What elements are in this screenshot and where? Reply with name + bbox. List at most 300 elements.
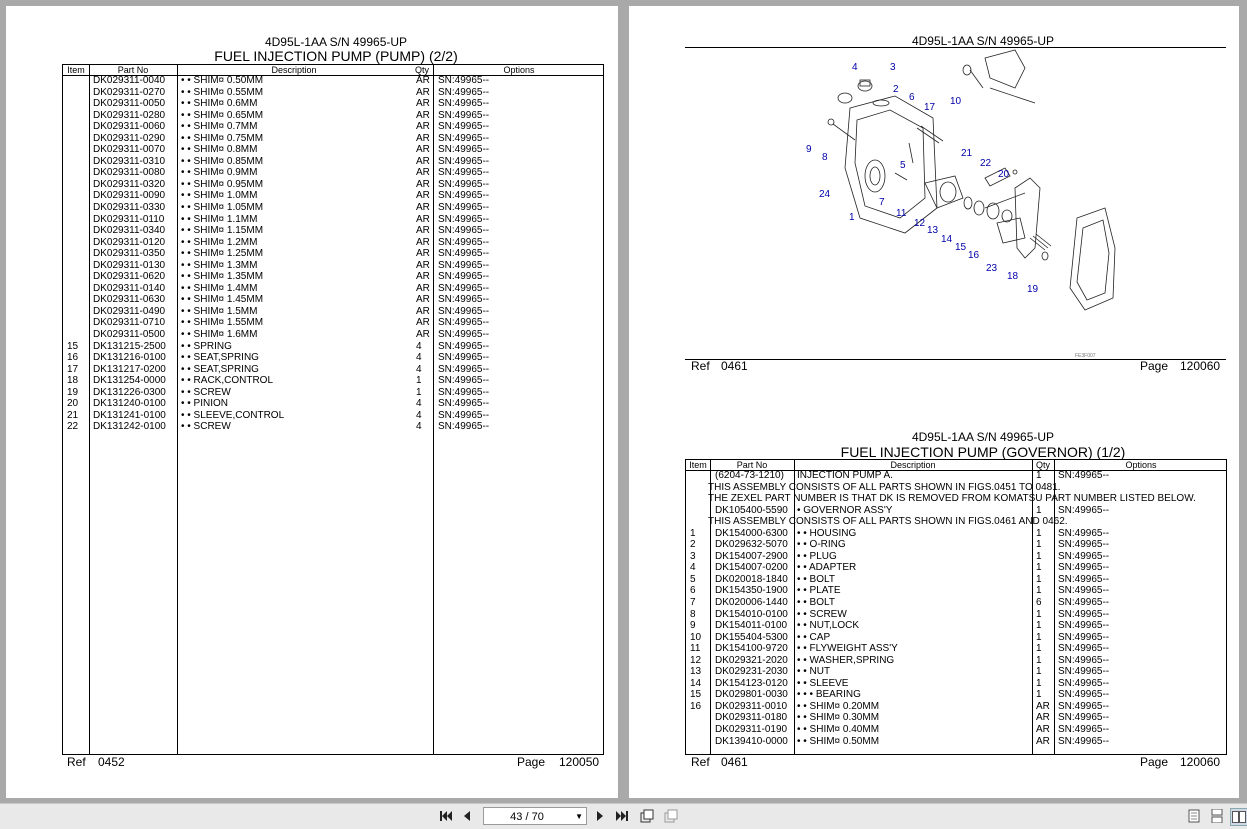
last-page-icon[interactable]: [614, 808, 630, 824]
description-cell: • • NUT,LOCK: [797, 620, 860, 632]
description-cell: • • SHIM¤ 1.05MM: [181, 202, 264, 214]
part-no-cell: DK131216-0100: [93, 352, 166, 364]
page-value: 120060: [1180, 755, 1221, 769]
options-cell: SN:49965--: [438, 317, 490, 329]
part-no-cell: DK131215-2500: [93, 340, 166, 352]
item-cell: 16: [690, 700, 702, 712]
item-cell: 14: [690, 677, 702, 689]
part-no-cell: DK029311-0070: [93, 144, 166, 156]
options-cell: SN:49965--: [438, 167, 490, 179]
options-cell: SN:49965--: [1058, 550, 1110, 562]
callout-14: 14: [941, 234, 953, 245]
table-row: [63, 144, 603, 156]
description-cell: • • PLATE: [797, 585, 841, 597]
part-no-cell: DK154123-0120: [715, 677, 788, 689]
parts-section-title: FUEL INJECTION PUMP (GOVERNOR) (1/2): [840, 444, 1126, 460]
options-cell: SN:49965--: [438, 98, 490, 110]
right-page: [629, 6, 1239, 798]
description-cell: • • SHIM¤ 0.75MM: [181, 132, 264, 144]
description-cell: • • BOLT: [797, 597, 835, 609]
part-no-cell: DK029311-0290: [93, 132, 166, 144]
callout-10: 10: [950, 96, 962, 107]
options-cell: SN:49965--: [438, 132, 490, 144]
description-cell: • • SHIM¤ 0.50MM: [797, 735, 880, 747]
description-cell: • • SHIM¤ 1.2MM: [181, 236, 258, 248]
table-row: [63, 329, 603, 341]
part-no-cell: DK029311-0050: [93, 98, 166, 110]
ref-label: Ref: [691, 755, 710, 769]
qty-cell: AR: [416, 167, 430, 179]
left-page: [6, 6, 618, 798]
item-cell: 13: [690, 666, 702, 678]
description-cell: • • SLEEVE,CONTROL: [181, 409, 285, 421]
callout-12: 12: [914, 218, 926, 229]
options-cell: SN:49965--: [438, 86, 490, 98]
table-row: [63, 75, 603, 87]
single-page-view-icon[interactable]: [1186, 808, 1202, 824]
description-cell: • • SCREW: [181, 386, 231, 398]
diagram-model-heading: 4D95L-1AA S/N 49965-UP: [911, 34, 1055, 48]
table-row: [686, 539, 1226, 551]
qty-cell: AR: [416, 98, 430, 110]
part-no-cell: (6204-73-1210): [715, 470, 784, 481]
description-cell: • • SHIM¤ 0.50MM: [181, 75, 264, 86]
qty-cell: 4: [416, 409, 422, 421]
chevron-down-icon: ▼: [575, 812, 583, 821]
options-cell: SN:49965--: [438, 144, 490, 156]
qty-cell: AR: [416, 305, 430, 317]
options-cell: SN:49965--: [438, 225, 490, 237]
table-row: [63, 410, 603, 422]
description-cell: • • SHIM¤ 0.30MM: [797, 712, 880, 724]
qty-cell: 1: [416, 375, 422, 387]
part-no-cell: DK020006-1440: [715, 597, 788, 609]
qty-cell: 1: [1036, 677, 1042, 689]
part-no-cell: DK029311-0090: [93, 190, 166, 202]
item-cell: 18: [67, 375, 79, 387]
table-row: [63, 133, 603, 145]
description-cell: • • SHIM¤ 1.0MM: [181, 190, 258, 202]
description-cell: • • BOLT: [797, 573, 835, 585]
options-cell: SN:49965--: [438, 155, 490, 167]
table-row: [63, 225, 603, 237]
table-row: [686, 609, 1226, 621]
part-no-cell: DK155404-5300: [715, 631, 788, 643]
item-cell: 12: [690, 654, 702, 666]
col-description-header: Description: [271, 65, 317, 75]
first-page-icon[interactable]: [438, 808, 454, 824]
callout-15: 15: [955, 242, 967, 253]
part-no-cell: DK029311-0490: [93, 305, 166, 317]
table-row: [686, 736, 1226, 748]
options-cell: SN:49965--: [438, 329, 490, 341]
fit-icon[interactable]: [663, 808, 679, 824]
qty-cell: 4: [416, 421, 422, 433]
page-value: 120060: [1180, 359, 1221, 373]
options-cell: SN:49965--: [1058, 700, 1110, 712]
item-cell: 15: [690, 689, 702, 701]
item-cell: 4: [690, 562, 696, 574]
item-cell: 2: [690, 539, 696, 551]
ref-value: 0461: [721, 359, 748, 373]
qty-cell: AR: [416, 213, 430, 225]
part-no-cell: DK029311-0320: [93, 178, 166, 190]
table-row: [686, 585, 1226, 597]
description-cell: • • SCREW: [181, 421, 231, 433]
qty-cell: 1: [1036, 585, 1042, 597]
qty-cell: 1: [1036, 620, 1042, 632]
description-cell: • • SHIM¤ 1.25MM: [181, 248, 264, 260]
assembly-note: THIS ASSEMBLY CONSISTS OF ALL PARTS SHOWN IN FIGS.0451 TO 0481.: [708, 481, 1061, 493]
table-row: [63, 283, 603, 295]
part-no-cell: DK154350-1900: [715, 585, 788, 597]
qty-cell: AR: [1036, 735, 1050, 747]
table-row: [686, 482, 1226, 494]
item-cell: 9: [690, 620, 696, 632]
part-no-cell: DK154007-2900: [715, 550, 788, 562]
options-cell: SN:49965--: [438, 121, 490, 133]
qty-cell: 4: [416, 340, 422, 352]
description-cell: • • SHIM¤ 0.85MM: [181, 155, 264, 167]
table-row: [63, 306, 603, 318]
qty-cell: 1: [1036, 631, 1042, 643]
part-no-cell: DK029801-0030: [715, 689, 788, 701]
page-label: Page: [1140, 359, 1169, 373]
description-cell: • • HOUSING: [797, 527, 857, 539]
qty-cell: 6: [1036, 597, 1042, 609]
options-cell: SN:49965--: [1058, 666, 1110, 678]
table-row: [63, 248, 603, 260]
part-no-cell: DK029311-0120: [93, 236, 166, 248]
options-cell: SN:49965--: [438, 236, 490, 248]
options-cell: SN:49965--: [1058, 654, 1110, 666]
col-partno-header: Part No: [736, 460, 768, 470]
description-cell: • • SHIM¤ 1.3MM: [181, 259, 258, 271]
table-row: [63, 294, 603, 306]
item-cell: 16: [67, 352, 79, 364]
part-no-cell: DK020018-1840: [715, 573, 788, 585]
description-cell: • • SHIM¤ 1.5MM: [181, 305, 258, 317]
callout-8: 8: [822, 152, 828, 163]
col-options-header: Options: [503, 65, 535, 75]
part-no-cell: DK029311-0620: [93, 271, 166, 283]
prev-page-icon[interactable]: [459, 808, 475, 824]
governor-parts-table: [685, 459, 1227, 755]
callout-20: 20: [998, 169, 1010, 180]
options-cell: SN:49965--: [438, 202, 490, 214]
part-no-cell: DK154100-9720: [715, 643, 788, 655]
options-cell: SN:49965--: [1058, 539, 1110, 551]
two-page-view-icon[interactable]: [1230, 808, 1247, 826]
options-cell: SN:49965--: [438, 363, 490, 375]
qty-cell: AR: [416, 190, 430, 202]
qty-cell: AR: [416, 259, 430, 271]
viewer-toolbar: [0, 803, 1247, 829]
callout-7: 7: [879, 197, 885, 208]
description-cell: • • PINION: [181, 398, 229, 410]
assembly-note: THE ZEXEL PART NUMBER IS THAT DK IS REMOVED FROM KOMATSU PART NUMBER LISTED BELOW.: [708, 493, 1196, 505]
options-cell: SN:49965--: [438, 375, 490, 387]
options-cell: SN:49965--: [1058, 735, 1110, 747]
callout-9: 9: [806, 144, 812, 155]
table-row: [63, 237, 603, 249]
description-cell: • • SHIM¤ 1.1MM: [181, 213, 258, 225]
continuous-view-icon[interactable]: [1209, 808, 1225, 824]
qty-cell: AR: [416, 271, 430, 283]
item-cell: 6: [690, 585, 696, 597]
qty-cell: 1: [1036, 573, 1042, 585]
qty-cell: 1: [1036, 550, 1042, 562]
options-cell: SN:49965--: [1058, 527, 1110, 539]
table-row: [686, 678, 1226, 690]
table-row: [63, 202, 603, 214]
table-row: [63, 87, 603, 99]
qty-cell: AR: [416, 155, 430, 167]
item-cell: 15: [67, 340, 79, 352]
col-item-header: Item: [67, 65, 85, 75]
part-no-cell: DK029311-0500: [93, 329, 166, 341]
options-cell: SN:49965--: [438, 259, 490, 271]
parts-rows: [63, 75, 603, 433]
page-value: 120050: [559, 755, 600, 769]
options-cell: SN:49965--: [438, 248, 490, 260]
table-row: [686, 655, 1226, 667]
qty-cell: AR: [416, 294, 430, 306]
description-cell: • • NUT: [797, 666, 831, 678]
table-row: [63, 98, 603, 110]
options-cell: SN:49965--: [438, 178, 490, 190]
callout-21: 21: [961, 148, 973, 159]
item-cell: 19: [67, 386, 79, 398]
description-cell: • • SHIM¤ 1.55MM: [181, 317, 264, 329]
options-cell: SN:49965--: [438, 305, 490, 317]
part-no-cell: DK029321-2020: [715, 654, 788, 666]
description-cell: • • SHIM¤ 1.35MM: [181, 271, 264, 283]
col-partno-header: Part No: [117, 65, 149, 75]
item-cell: 1: [690, 527, 696, 539]
table-row: [686, 620, 1226, 632]
description-cell: INJECTION PUMP A.: [797, 470, 893, 481]
table-row: [63, 110, 603, 122]
description-cell: • • SHIM¤ 0.20MM: [797, 700, 880, 712]
options-cell: SN:49965--: [438, 294, 490, 306]
col-options-header: Options: [1125, 460, 1157, 470]
description-cell: • • SHIM¤ 0.9MM: [181, 167, 258, 179]
description-cell: • • SHIM¤ 0.6MM: [181, 98, 258, 110]
table-row: [63, 167, 603, 179]
options-cell: SN:49965--: [1058, 620, 1110, 632]
table-row: [686, 689, 1226, 701]
table-row: [63, 341, 603, 353]
ref-label: Ref: [67, 755, 86, 769]
ref-label: Ref: [691, 359, 710, 373]
part-no-cell: DK029311-0180: [715, 712, 788, 724]
callout-19: 19: [1027, 284, 1039, 295]
options-cell: SN:49965--: [1058, 689, 1110, 701]
page-indicator: 43 / 70: [510, 811, 544, 823]
description-cell: • • SLEEVE: [797, 677, 849, 689]
rotate-icon[interactable]: [639, 808, 655, 824]
table-row: [63, 271, 603, 283]
page-selector[interactable]: [483, 807, 587, 825]
table-row: [686, 562, 1226, 574]
description-cell: • • RACK,CONTROL: [181, 375, 274, 387]
item-cell: 10: [690, 631, 702, 643]
table-row: [63, 156, 603, 168]
qty-cell: AR: [416, 144, 430, 156]
qty-cell: AR: [416, 86, 430, 98]
governor-parts-rows: [686, 470, 1226, 747]
description-cell: • • SHIM¤ 0.8MM: [181, 144, 258, 156]
parts-model-heading: 4D95L-1AA S/N 49965-UP: [911, 430, 1055, 444]
callout-13: 13: [927, 225, 939, 236]
description-cell: • • SHIM¤ 1.45MM: [181, 294, 264, 306]
table-row: [63, 387, 603, 399]
qty-cell: AR: [1036, 700, 1050, 712]
qty-cell: 1: [1036, 562, 1042, 574]
item-cell: 8: [690, 608, 696, 620]
part-no-cell: DK029311-0130: [93, 259, 166, 271]
ref-value: 0452: [98, 755, 125, 769]
part-no-cell: DK154010-0100: [715, 608, 788, 620]
options-cell: SN:49965--: [438, 352, 490, 364]
part-no-cell: DK029311-0140: [93, 282, 166, 294]
col-item-header: Item: [689, 460, 707, 470]
qty-cell: 4: [416, 398, 422, 410]
item-cell: 17: [67, 363, 79, 375]
description-cell: • • SHIM¤ 0.95MM: [181, 178, 264, 190]
description-cell: • • FLYWEIGHT ASS'Y: [797, 643, 898, 655]
part-no-cell: DK131241-0100: [93, 409, 166, 421]
table-row: [63, 352, 603, 364]
table-row: [686, 493, 1226, 505]
callout-3: 3: [890, 62, 896, 73]
part-no-cell: DK029311-0060: [93, 121, 166, 133]
part-no-cell: DK131242-0100: [93, 421, 166, 433]
part-no-cell: DK029311-0190: [715, 724, 788, 736]
options-cell: SN:49965--: [438, 386, 490, 398]
table-row: [63, 179, 603, 191]
page-label: Page: [1140, 755, 1169, 769]
item-cell: 21: [67, 409, 79, 421]
callout-23: 23: [986, 263, 998, 274]
table-row: [686, 666, 1226, 678]
description-cell: • • SCREW: [797, 608, 847, 620]
callout-2: 2: [893, 84, 899, 95]
qty-cell: 4: [416, 352, 422, 364]
qty-cell: 1: [1036, 527, 1042, 539]
part-no-cell: DK029311-0340: [93, 225, 166, 237]
table-row: [686, 516, 1226, 528]
options-cell: SN:49965--: [438, 398, 490, 410]
description-cell: • • WASHER,SPRING: [797, 654, 895, 666]
callout-1: 1: [849, 212, 855, 223]
figure-code: FE3F007: [1075, 353, 1096, 358]
table-row: [63, 364, 603, 376]
part-no-cell: DK029311-0270: [93, 86, 166, 98]
options-cell: SN:49965--: [1058, 643, 1110, 655]
item-cell: 20: [67, 398, 79, 410]
qty-cell: AR: [416, 317, 430, 329]
description-cell: • • CAP: [797, 631, 831, 643]
part-no-cell: DK154007-0200: [715, 562, 788, 574]
description-cell: • • O-RING: [797, 539, 846, 551]
options-cell: SN:49965--: [1058, 585, 1110, 597]
options-cell: SN:49965--: [438, 409, 490, 421]
item-cell: 3: [690, 550, 696, 562]
qty-cell: AR: [416, 109, 430, 121]
col-qty-header: Qty: [1035, 460, 1050, 470]
description-cell: • • SHIM¤ 0.7MM: [181, 121, 258, 133]
model-heading: 4D95L-1AA S/N 49965-UP: [264, 35, 408, 49]
qty-cell: AR: [416, 121, 430, 133]
table-row: [686, 643, 1226, 655]
part-no-cell: DK029311-0350: [93, 248, 166, 260]
qty-cell: 4: [416, 363, 422, 375]
table-row: [686, 551, 1226, 563]
options-cell: SN:49965--: [438, 109, 490, 121]
description-cell: • • SHIM¤ 0.40MM: [797, 724, 880, 736]
qty-cell: AR: [416, 248, 430, 260]
description-cell: • • SHIM¤ 0.65MM: [181, 109, 264, 121]
table-row: [63, 260, 603, 272]
diagram-footer: [691, 359, 1231, 375]
qty-cell: AR: [416, 236, 430, 248]
qty-cell: AR: [1036, 724, 1050, 736]
item-cell: 7: [690, 597, 696, 609]
part-no-cell: DK131217-0200: [93, 363, 166, 375]
section-title: FUEL INJECTION PUMP (PUMP) (2/2): [214, 48, 458, 64]
qty-cell: AR: [416, 225, 430, 237]
options-cell: SN:49965--: [438, 190, 490, 202]
table-row: [686, 597, 1226, 609]
options-cell: SN:49965--: [1058, 597, 1110, 609]
description-cell: • • SPRING: [181, 340, 232, 352]
item-cell: 11: [690, 643, 701, 655]
assembly-note: THIS ASSEMBLY CONSISTS OF ALL PARTS SHOWN IN FIGS.0461 AND 0462.: [708, 516, 1068, 528]
description-cell: • • SHIM¤ 1.15MM: [181, 225, 264, 237]
qty-cell: 1: [1036, 504, 1042, 516]
part-no-cell: DK029311-0010: [715, 700, 788, 712]
options-cell: SN:49965--: [438, 213, 490, 225]
table-row: [63, 121, 603, 133]
part-no-cell: DK131254-0000: [93, 375, 166, 387]
table-row: [686, 505, 1226, 517]
description-cell: • • SHIM¤ 0.55MM: [181, 86, 264, 98]
item-cell: 5: [690, 573, 696, 585]
table-row: [686, 528, 1226, 540]
options-cell: SN:49965--: [438, 340, 490, 352]
qty-cell: 1: [1036, 608, 1042, 620]
options-cell: SN:49965--: [438, 75, 490, 86]
qty-cell: 1: [1036, 654, 1042, 666]
callout-6: 6: [909, 92, 915, 103]
callout-17: 17: [924, 102, 936, 113]
callout-18: 18: [1007, 271, 1019, 282]
table-row: [63, 375, 603, 387]
qty-cell: 1: [1036, 539, 1042, 551]
qty-cell: 1: [416, 386, 422, 398]
part-no-cell: DK029231-2030: [715, 666, 788, 678]
part-no-cell: DK029311-0710: [93, 317, 166, 329]
options-cell: SN:49965--: [1058, 562, 1110, 574]
ref-value: 0461: [721, 755, 748, 769]
callout-22: 22: [980, 158, 992, 169]
part-no-cell: DK105400-5590: [715, 504, 788, 516]
callout-24: 24: [819, 189, 831, 200]
qty-cell: 1: [1036, 666, 1042, 678]
next-page-icon[interactable]: [592, 808, 608, 824]
